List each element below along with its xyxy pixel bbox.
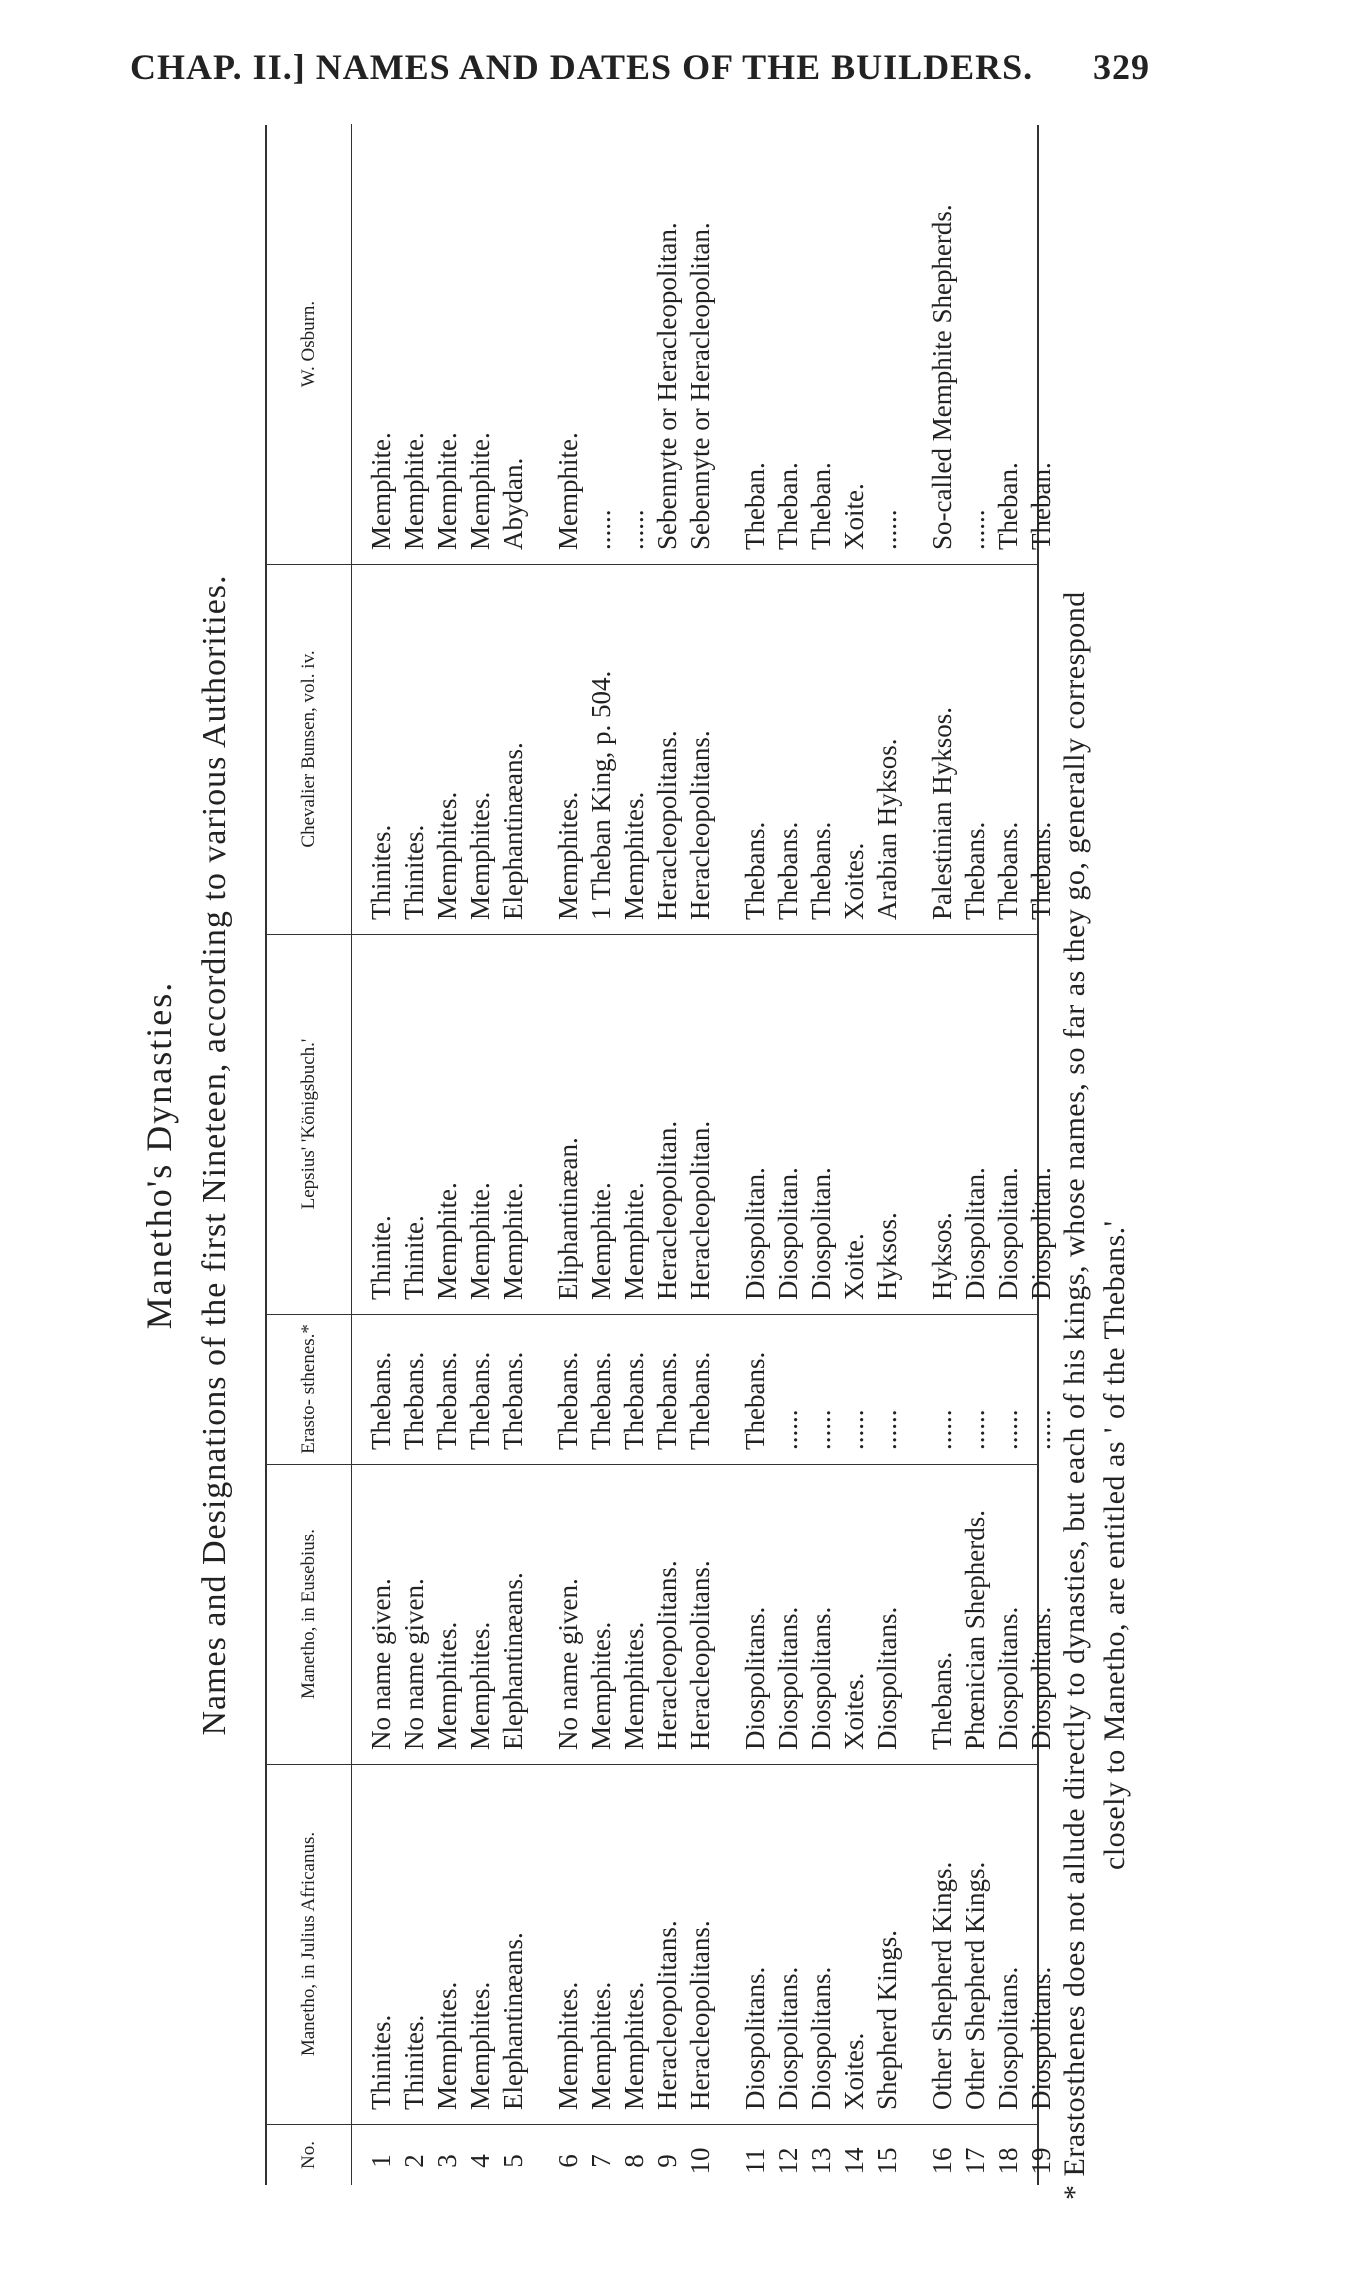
table-cell-eusebius: Elephantinæans.	[498, 1572, 528, 1750]
table-cell-bunsen: Memphites.	[619, 791, 649, 920]
table-cell-eusebius: Diospolitans.	[1026, 1606, 1056, 1750]
table-cell-africanus: Memphites.	[465, 1981, 495, 2110]
cells-lepsius	[365, 938, 1058, 1300]
table-cell-no: 10	[685, 2147, 715, 2175]
table-cell-lepsius: Diospolitan.	[773, 1167, 803, 1300]
table-cell-eusebius: Xoites.	[839, 1672, 869, 1750]
cells-osburn	[365, 128, 1058, 550]
row-group-gap	[717, 1768, 739, 2110]
table-cell-africanus: Memphites.	[619, 1981, 649, 2110]
table-cell-no: 16	[927, 2147, 957, 2175]
table-cell-no: 5	[498, 2154, 528, 2168]
table-cell-eratosthenes: ......	[993, 1409, 1023, 1450]
table-cell-bunsen: Memphites.	[465, 791, 495, 920]
table-cell-osburn: Xoite.	[839, 483, 869, 550]
row-group-gap	[717, 1468, 739, 1750]
row-group-gap	[904, 1768, 926, 2110]
table-cell-no: 3	[432, 2154, 462, 2168]
row-group-gap	[717, 938, 739, 1300]
table-cell-eratosthenes: Thebans.	[586, 1351, 616, 1450]
table-cell-eratosthenes: Thebans.	[553, 1351, 583, 1450]
table-cell-osburn: Sebennyte or Heracleopolitan.	[652, 222, 682, 550]
row-group-gap	[904, 1318, 926, 1450]
table-cell-africanus: Heracleopolitans.	[685, 1920, 715, 2110]
table-cell-osburn: Memphite.	[465, 432, 495, 550]
cells-eusebius	[365, 1468, 1058, 1750]
table-cell-eusebius: Memphites.	[432, 1621, 462, 1750]
table-cell-lepsius: Heracleopolitan.	[685, 1120, 715, 1300]
table-cell-bunsen: Heracleopolitans.	[652, 730, 682, 920]
table-cell-bunsen: Thebans.	[993, 821, 1023, 920]
header-lepsius: Lepsius' 'Königsbuch.'	[267, 934, 352, 1314]
table-cell-no: 9	[652, 2154, 682, 2168]
table-cell-lepsius: Diospolitan.	[960, 1167, 990, 1300]
table-cell-eratosthenes: Thebans.	[399, 1351, 429, 1450]
footnote-line-2: closely to Manetho, are entitled as ' of the Thebans.'	[1098, 1220, 1131, 1870]
table-cell-africanus: Elephantinæans.	[498, 1932, 528, 2110]
table-cell-no: 17	[960, 2147, 990, 2175]
table-cell-africanus: Diospolitans.	[806, 1966, 836, 2110]
table-cell-lepsius: Memphite.	[586, 1182, 616, 1300]
table-cell-eratosthenes: ......	[806, 1409, 836, 1450]
table-cell-osburn: Theban.	[773, 462, 803, 550]
table-cell-bunsen: Thinites.	[399, 824, 429, 920]
table-cell-eusebius: Diospolitans.	[993, 1606, 1023, 1750]
row-group-gap	[530, 938, 552, 1300]
table-cell-no: 11	[740, 2148, 770, 2174]
table-cell-eratosthenes: ......	[872, 1409, 902, 1450]
row-group-gap	[717, 128, 739, 550]
table-cell-eratosthenes: Thebans.	[366, 1351, 396, 1450]
running-head-title: CHAP. II.] NAMES AND DATES OF THE BUILDERS.	[130, 47, 1034, 87]
header-osburn: W. Osburn.	[267, 124, 352, 564]
table-cell-osburn: Sebennyte or Heracleopolitan.	[685, 222, 715, 550]
table-cell-osburn: Memphite.	[399, 432, 429, 550]
row-group-gap	[530, 2129, 552, 2185]
table-cell-osburn: ......	[619, 509, 649, 550]
table-cell-lepsius: Diospolitan.	[806, 1167, 836, 1300]
table-cell-eratosthenes: Thebans.	[432, 1351, 462, 1450]
table-cell-no: 6	[553, 2154, 583, 2168]
table-cell-bunsen: Palestinian Hyksos.	[927, 707, 957, 920]
table-cell-eusebius: Phœnician Shepherds.	[960, 1510, 990, 1750]
table-cell-africanus: Diospolitans.	[740, 1966, 770, 2110]
table-cell-osburn: Memphite.	[553, 432, 583, 550]
row-group-gap	[904, 1468, 926, 1750]
table-cell-osburn: So-called Memphite Shepherds.	[927, 204, 957, 550]
table-cell-no: 2	[399, 2154, 429, 2168]
table-cell-lepsius: Heracleopolitan.	[652, 1120, 682, 1300]
table-cell-africanus: Diospolitans.	[773, 1966, 803, 2110]
table-cell-no: 1	[366, 2154, 396, 2168]
row-group-gap	[530, 1768, 552, 2110]
table-cell-lepsius: Diospolitan.	[993, 1167, 1023, 1300]
header-bunsen: Chevalier Bunsen, vol. iv.	[267, 564, 352, 934]
table-cell-bunsen: Thebans.	[773, 821, 803, 920]
table-cell-africanus: Diospolitans.	[993, 1966, 1023, 2110]
row-group-gap	[717, 2129, 739, 2185]
table-cell-africanus: Other Shepherd Kings.	[927, 1861, 957, 2110]
table-cell-africanus: Heracleopolitans.	[652, 1920, 682, 2110]
table-cell-osburn: ......	[586, 509, 616, 550]
table-cell-lepsius: Hyksos.	[927, 1212, 957, 1300]
cells-eratosthenes	[365, 1318, 1058, 1450]
table-cell-africanus: Memphites.	[553, 1981, 583, 2110]
row-group-gap	[904, 938, 926, 1300]
footnote	[1055, 110, 1135, 2200]
table-cell-bunsen: Memphites.	[432, 791, 462, 920]
column-eratosthenes	[267, 1314, 1056, 1465]
table-cell-africanus: Xoites.	[839, 2032, 869, 2110]
table-cell-eratosthenes: Thebans.	[465, 1351, 495, 1450]
table-cell-no: 13	[806, 2147, 836, 2175]
table-cell-lepsius: Diospolitan.	[1026, 1167, 1056, 1300]
table-cell-eratosthenes: ......	[1026, 1409, 1056, 1450]
table-cell-lepsius: Xoite.	[839, 1233, 869, 1300]
table-cell-no: 12	[773, 2147, 803, 2175]
table-cell-eusebius: No name given.	[399, 1578, 429, 1750]
dynasties-table	[265, 125, 1056, 2185]
table-cell-osburn: Theban.	[993, 462, 1023, 550]
cells-africanus	[365, 1768, 1058, 2110]
table-cell-lepsius: Memphite.	[619, 1182, 649, 1300]
header-eratosthenes: Erasto- sthenes.*	[267, 1314, 352, 1464]
header-no: No.	[267, 2125, 352, 2185]
column-no	[267, 2125, 1056, 2185]
table-cell-bunsen: Memphites.	[553, 791, 583, 920]
table-cell-lepsius: Memphite.	[498, 1182, 528, 1300]
table-cell-eusebius: Diospolitans.	[773, 1606, 803, 1750]
table-cell-eusebius: No name given.	[553, 1578, 583, 1750]
table-cell-lepsius: Thinite.	[366, 1215, 396, 1300]
column-africanus	[267, 1764, 1056, 2125]
table-cell-osburn: Theban.	[806, 462, 836, 550]
page-number: 329	[1093, 47, 1150, 87]
row-group-gap	[904, 128, 926, 550]
table-cell-eusebius: No name given.	[366, 1578, 396, 1750]
table-cell-eusebius: Memphites.	[586, 1621, 616, 1750]
table-cell-africanus: Diospolitans.	[1026, 1966, 1056, 2110]
table-cell-eusebius: Thebans.	[927, 1651, 957, 1750]
column-bunsen	[267, 564, 1056, 935]
table-cell-bunsen: Arabian Hyksos.	[872, 738, 902, 920]
cells-bunsen	[365, 568, 1058, 920]
table-cell-bunsen: Thebans.	[1026, 821, 1056, 920]
table-cell-osburn: Theban.	[740, 462, 770, 550]
table-cell-africanus: Other Shepherd Kings.	[960, 1861, 990, 2110]
header-eusebius: Manetho, in Eusebius.	[267, 1464, 352, 1764]
table-cell-eratosthenes: ......	[960, 1409, 990, 1450]
table-cell-eusebius: Diospolitans.	[740, 1606, 770, 1750]
table-cell-lepsius: Thinite.	[399, 1215, 429, 1300]
table-caption-subtitle: Names and Designations of the first Nineteen, according to various Authorities.	[196, 574, 233, 1736]
table-cell-africanus: Memphites.	[432, 1981, 462, 2110]
table-cell-africanus: Thinites.	[399, 2014, 429, 2110]
table-cell-no: 19	[1026, 2147, 1056, 2175]
table-cell-bunsen: Elephantinæans.	[498, 742, 528, 920]
table-cell-bunsen: 1 Theban King, p. 504.	[586, 670, 616, 920]
table-cell-lepsius: Hyksos.	[872, 1212, 902, 1300]
table-cell-eusebius: Memphites.	[619, 1621, 649, 1750]
table-cell-no: 14	[839, 2147, 869, 2175]
table-cell-eusebius: Memphites.	[465, 1621, 495, 1750]
table-cell-lepsius: Memphite.	[465, 1182, 495, 1300]
table-cell-bunsen: Thebans.	[806, 821, 836, 920]
column-eusebius	[267, 1464, 1056, 1765]
table-cell-eratosthenes: Thebans.	[685, 1351, 715, 1450]
row-group-gap	[530, 1318, 552, 1450]
table-cell-eratosthenes: ......	[927, 1409, 957, 1450]
row-group-gap	[717, 568, 739, 920]
table-cell-lepsius: Diospolitan.	[740, 1167, 770, 1300]
table-cell-eratosthenes: ......	[839, 1409, 869, 1450]
row-group-gap	[530, 1468, 552, 1750]
table-cell-africanus: Memphites.	[586, 1981, 616, 2110]
table-cell-osburn: Memphite.	[432, 432, 462, 550]
table-cell-osburn: Abydan.	[498, 457, 528, 550]
table-cell-no: 18	[993, 2147, 1023, 2175]
table-cell-eratosthenes: Thebans.	[740, 1351, 770, 1450]
table-cell-bunsen: Xoites.	[839, 842, 869, 920]
table-cell-no: 15	[872, 2147, 902, 2175]
table-cell-osburn: Memphite.	[366, 432, 396, 550]
table-cell-africanus: Shepherd Kings.	[872, 1930, 902, 2110]
table-cell-bunsen: Thinites.	[366, 824, 396, 920]
table-caption-title: Manetho's Dynasties.	[139, 980, 179, 1330]
table-cell-lepsius: Memphite.	[432, 1182, 462, 1300]
column-osburn	[267, 124, 1056, 565]
table-cell-bunsen: Heracleopolitans.	[685, 730, 715, 920]
table-cell-eusebius: Heracleopolitans.	[685, 1560, 715, 1750]
column-lepsius	[267, 934, 1056, 1315]
table-cell-osburn: ......	[960, 509, 990, 550]
table-cell-bunsen: Thebans.	[960, 821, 990, 920]
table-cell-lepsius: Eliphantinæan.	[553, 1137, 583, 1300]
rotated-table-page	[130, 80, 1210, 2230]
row-group-gap	[717, 1318, 739, 1450]
table-cell-eusebius: Heracleopolitans.	[652, 1560, 682, 1750]
table-cell-eratosthenes: Thebans.	[652, 1351, 682, 1450]
row-group-gap	[904, 2129, 926, 2185]
table-cell-africanus: Thinites.	[366, 2014, 396, 2110]
cells-no	[365, 2129, 1058, 2185]
table-cell-osburn: Theban.	[1026, 462, 1056, 550]
table-cell-no: 7	[586, 2154, 616, 2168]
table-cell-eusebius: Diospolitans.	[806, 1606, 836, 1750]
table-cell-no: 8	[619, 2154, 649, 2168]
table-cell-bunsen: Thebans.	[740, 821, 770, 920]
table-cell-eratosthenes: Thebans.	[498, 1351, 528, 1450]
table-cell-eratosthenes: Thebans.	[619, 1351, 649, 1450]
table-cell-eratosthenes: ......	[773, 1409, 803, 1450]
table-cell-osburn: ......	[872, 509, 902, 550]
row-group-gap	[530, 128, 552, 550]
row-group-gap	[904, 568, 926, 920]
table-cell-eusebius: Diospolitans.	[872, 1606, 902, 1750]
table-cell-no: 4	[465, 2154, 495, 2168]
footnote-line-1: * Erastosthenes does not allude directly to dynasties, but each of his kings, whose names, so far as they go, generally correspond	[1058, 591, 1091, 2200]
header-africanus: Manetho, in Julius Africanus.	[267, 1764, 352, 2124]
row-group-gap	[530, 568, 552, 920]
